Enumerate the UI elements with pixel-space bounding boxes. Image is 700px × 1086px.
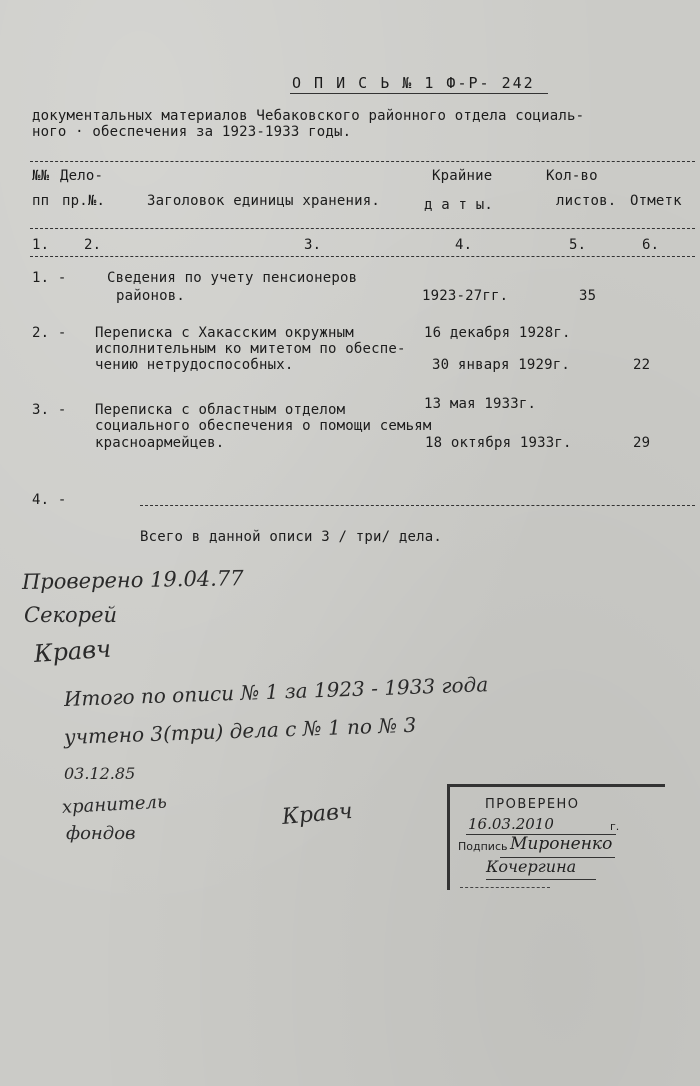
row-4-num: 4. - [32, 492, 67, 508]
handwritten-itogo-line-1: Итого по описи № 1 за 1923 - 1933 года [63, 672, 489, 711]
handwritten-checked: Проверено 19.04.77 [21, 566, 244, 594]
colnum-1: 1. [32, 237, 50, 253]
subtitle-line-2: ного · обеспечения за 1923-1933 годы. [32, 124, 352, 140]
subtitle-line-1: документальных материалов Чебаковского районного отдела социаль- [32, 108, 585, 124]
handwritten-itogo-line-2: учтено 3(три) дела с № 1 по № 3 [63, 712, 417, 749]
header-dates-top: Крайние [432, 168, 493, 184]
stamp-signature-1: Мироненко [510, 834, 613, 854]
table-bottom-rule [140, 505, 695, 506]
row-3-num: 3. - [32, 402, 67, 418]
signature-1: Кравч [33, 634, 112, 668]
row-2-date-2: 30 января 1929г. [432, 357, 571, 373]
header-sheets-top: Кол-во [546, 168, 598, 184]
row-2-num: 2. - [32, 325, 67, 341]
handwritten-keeper-1: хранитель [61, 791, 168, 818]
title-underline [290, 93, 548, 94]
handwritten-keeper-2: фондов [66, 823, 136, 844]
row-2-line-2: исполнительным ко митетом по обеспе- [95, 341, 406, 357]
row-3-date-2: 18 октября 1933г. [425, 435, 572, 451]
verification-stamp [447, 784, 665, 890]
total-line: Всего в данной описи 3 / три/ дела. [140, 529, 443, 545]
table-top-rule [30, 161, 695, 162]
document-title: О П И С Ь № 1 Ф-Р- 242 [292, 74, 535, 92]
header-case-bottom: пр.№. [62, 193, 106, 209]
header-case-top: Дело- [60, 168, 104, 184]
header-dates-bottom: д а т ы. [424, 197, 494, 213]
row-2-line-3: чению нетрудоспособных. [95, 357, 294, 373]
row-3-line-2: социального обеспечения о помощи семьям [95, 418, 432, 434]
row-3-date-1: 13 мая 1933г. [424, 396, 537, 412]
colnum-5: 5. [569, 237, 587, 253]
header-sheets-bottom: листов. [556, 193, 617, 209]
header-title: Заголовок единицы хранения. [147, 193, 380, 209]
header-num-top: №№ [32, 168, 50, 184]
row-3-sheets: 29 [633, 435, 651, 451]
row-2-sheets: 22 [633, 357, 651, 373]
row-1-line-1: Сведения по учету пенсионеров [107, 270, 358, 286]
signature-2: Кравч [280, 798, 354, 830]
handwritten-name: Секорей [24, 603, 118, 627]
colnum-rule [30, 256, 695, 257]
stamp-date: 16.03.2010 [468, 815, 554, 833]
stamp-signature-label: Подпись [458, 840, 508, 853]
stamp-title: ПРОВЕРЕНО [485, 797, 580, 812]
stamp-year-suffix: г. [610, 820, 620, 833]
colnum-3: 3. [304, 237, 322, 253]
colnum-6: 6. [642, 237, 660, 253]
row-2-line-1: Переписка с Хакасским окружным [95, 325, 354, 341]
header-num-bottom: пп [32, 193, 50, 209]
stamp-bottom-line [486, 879, 596, 880]
header-notes: Отметк [630, 193, 682, 209]
row-3-line-1: Переписка с областным отделом [95, 402, 346, 418]
row-2-date-1: 16 декабря 1928г. [424, 325, 571, 341]
row-1-num: 1. - [32, 270, 67, 286]
stamp-signature-2: Кочергина [486, 857, 577, 876]
row-1-dates: 1923-27гг. [422, 288, 509, 304]
header-bottom-rule [30, 228, 695, 229]
stamp-bottom-rule [460, 887, 550, 888]
row-1-sheets: 35 [579, 288, 597, 304]
row-3-line-3: красноармейцев. [95, 435, 225, 451]
colnum-2: 2. [84, 237, 102, 253]
colnum-4: 4. [455, 237, 473, 253]
row-1-line-2: районов. [116, 288, 186, 304]
handwritten-date: 03.12.85 [64, 764, 136, 783]
